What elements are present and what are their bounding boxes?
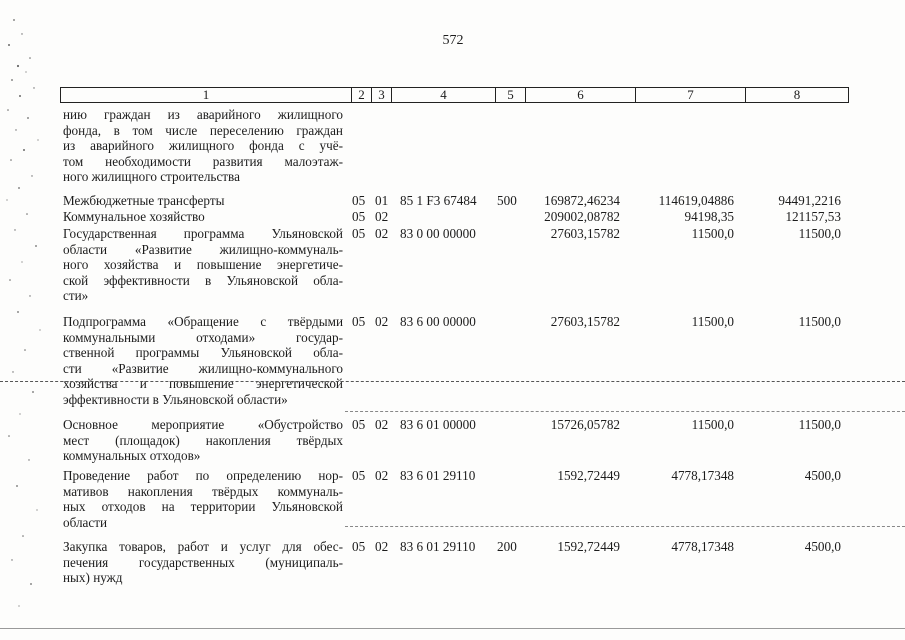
cell-section: 05 — [352, 193, 366, 208]
cell-amount-7: 4778,17348 — [671, 468, 734, 483]
description-line: из аварийного жилищного фонда с учё- — [63, 138, 343, 154]
cell-target-code: 83 0 00 00000 — [400, 226, 476, 241]
row-description — [63, 468, 343, 530]
description-line: области «Развитие жилищно-коммуналь- — [63, 241, 343, 257]
header-col-7: 7 — [635, 88, 745, 102]
header-col-1: 1 — [202, 87, 210, 102]
cell-section: 05 — [352, 468, 366, 483]
header-col-6: 6 — [525, 88, 635, 102]
row-description — [63, 314, 343, 408]
row-description — [63, 107, 343, 185]
description-line: сти» — [63, 288, 89, 304]
cell-target-code: 83 6 01 29110 — [400, 539, 476, 554]
description-line: области — [63, 514, 108, 530]
cell-amount-8: 11500,0 — [798, 314, 841, 329]
description-line: эффективности в Ульяновской области» — [63, 391, 288, 407]
description-line: мативов накопления твёрдых коммуналь- — [63, 483, 343, 499]
description-line: нию граждан из аварийного жилищного — [63, 107, 343, 122]
cell-target-code: 83 6 01 29110 — [400, 468, 476, 483]
page-number: 572 — [442, 33, 464, 48]
cell-amount-6: 169872,46234 — [544, 193, 620, 208]
scan-dashed-line — [345, 526, 905, 527]
page-bottom-rule — [0, 628, 905, 629]
description-line: ных) нужд — [63, 570, 123, 586]
description-line: сти «Развитие жилищно-коммунального — [63, 360, 343, 376]
description-line: Государственная программа Ульяновской — [63, 226, 343, 241]
cell-amount-6: 209002,08782 — [544, 209, 620, 224]
header-col-5: 5 — [495, 88, 525, 102]
cell-subsection: 02 — [375, 314, 389, 329]
header-col-4: 4 — [391, 88, 495, 102]
cell-amount-6: 27603,15782 — [550, 314, 620, 329]
row-description — [63, 226, 343, 304]
description-line: мест (площадок) накопления твёрдых — [63, 432, 343, 448]
cell-subsection: 02 — [375, 417, 389, 432]
cell-subsection: 02 — [375, 209, 389, 224]
description-line: ственной программы Ульяновской обла- — [63, 345, 343, 361]
header-col-3: 3 — [371, 88, 391, 102]
cell-amount-6: 15726,05782 — [550, 417, 620, 432]
header-col-2: 2 — [351, 88, 371, 102]
cell-amount-8: 94491,2216 — [778, 193, 841, 208]
cell-amount-7: 4778,17348 — [671, 539, 734, 554]
description-line: коммунальных отходов» — [63, 448, 201, 464]
description-line: коммунальными отходами» государ- — [63, 329, 343, 345]
scan-edge-noise — [0, 0, 48, 640]
description-line: ных отходов на территории Ульяновской — [63, 499, 343, 515]
description-line: Закупка товаров, работ и услуг для обес- — [63, 539, 343, 554]
cell-subsection: 01 — [375, 193, 389, 208]
cell-amount-7: 11500,0 — [691, 417, 734, 432]
cell-expense-type: 200 — [497, 539, 517, 554]
cell-amount-6: 1592,72449 — [557, 539, 620, 554]
row-description — [63, 539, 343, 586]
cell-section: 05 — [352, 226, 366, 241]
cell-subsection: 02 — [375, 468, 389, 483]
description-line: Проведение работ по определению нор- — [63, 468, 343, 483]
cell-section: 05 — [352, 417, 366, 432]
cell-amount-6: 27603,15782 — [550, 226, 620, 241]
cell-amount-8: 11500,0 — [798, 417, 841, 432]
cell-amount-6: 1592,72449 — [557, 468, 620, 483]
row-description — [63, 193, 343, 209]
cell-amount-8: 11500,0 — [798, 226, 841, 241]
description-line: ного хозяйства и повышение энергетиче- — [63, 257, 343, 273]
description-line: ской эффективности в Ульяновской обла- — [63, 272, 343, 288]
cell-amount-8: 4500,0 — [804, 468, 841, 483]
cell-amount-7: 114619,04886 — [658, 193, 734, 208]
description-line: Основное мероприятие «Обустройство — [63, 417, 343, 432]
scan-dashed-line — [0, 381, 905, 382]
cell-section: 05 — [352, 539, 366, 554]
row-description — [63, 417, 343, 464]
cell-target-code: 83 6 00 00000 — [400, 314, 476, 329]
cell-expense-type: 500 — [497, 193, 517, 208]
cell-target-code: 83 6 01 00000 — [400, 417, 476, 432]
description-line: фонда, в том числе переселению граждан — [63, 122, 343, 138]
description-line: Подпрограмма «Обращение с твёрдыми — [63, 314, 343, 329]
cell-amount-8: 4500,0 — [804, 539, 841, 554]
cell-amount-8: 121157,53 — [785, 209, 841, 224]
cell-amount-7: 11500,0 — [691, 314, 734, 329]
cell-section: 05 — [352, 209, 366, 224]
table-header-row — [60, 87, 849, 103]
cell-amount-7: 94198,35 — [684, 209, 734, 224]
description-line: ного жилищного строительства — [63, 169, 240, 185]
scan-dashed-line — [345, 411, 905, 412]
cell-section: 05 — [352, 314, 366, 329]
cell-subsection: 02 — [375, 226, 389, 241]
cell-amount-7: 11500,0 — [691, 226, 734, 241]
cell-target-code: 85 1 F3 67484 — [400, 193, 477, 208]
description-line: печения государственных (муниципаль- — [63, 554, 343, 570]
description-line: Межбюджетные трансферты — [63, 193, 225, 208]
description-line: хозяйства и повышение энергетической — [63, 376, 343, 392]
description-line: Коммунальное хозяйство — [63, 209, 205, 224]
row-description — [63, 209, 343, 225]
header-col-8: 8 — [745, 88, 848, 102]
description-line: том необходимости развития малоэтаж- — [63, 153, 343, 169]
cell-subsection: 02 — [375, 539, 389, 554]
